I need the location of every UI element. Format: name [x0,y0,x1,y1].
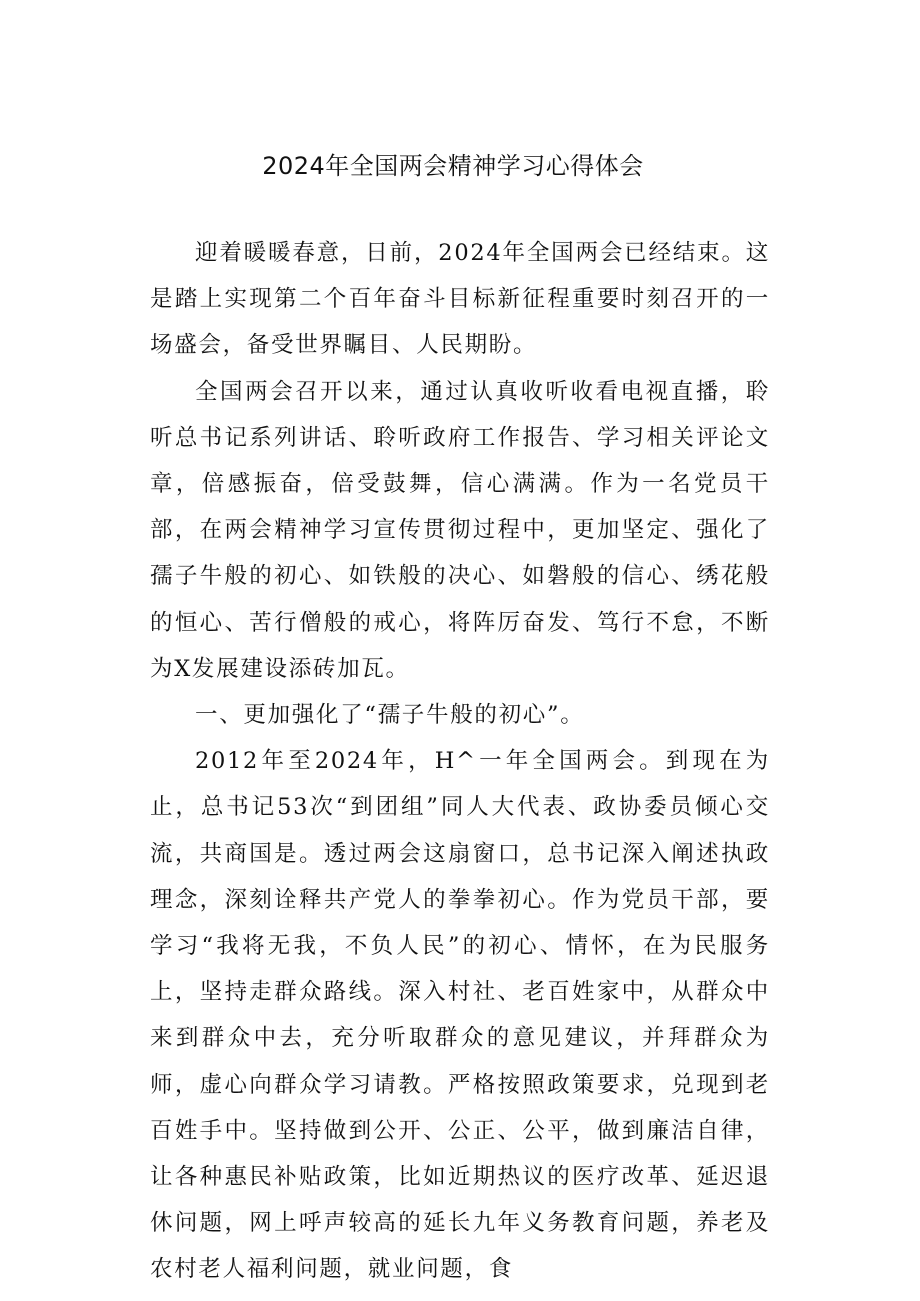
paragraph-section-1: 2012年至2024年，H^一年全国两会。到现在为止，总书记53次“到团组”同人大代表、政协委员倾心交流，共商国是。透过两会这扇窗口，总书记深入阐述执政理念，深刻诠释共产党人的拳拳初心。作为党员干部，要学习“我将无我，不负人民”的初心、情怀，在为民服务上，坚持走群众路线。深入村社、老百姓家中，从群众中来到群众中去，充分听取群众的意见建议，并拜群众为师，虚心向群众学习请教。严格按照政策要求，兑现到老百姓手中。坚持做到公开、公正、公平，做到廉洁自律，让各种惠民补贴政策，比如近期热议的医疗改革、延迟退休问题，网上呼声较高的延长九年义务教育问题，养老及农村老人福利问题，就业问题，食 [150,748,770,1283]
document-body [150,230,770,1293]
document-title: 2024年全国两会精神学习心得体会 [262,152,644,180]
section-heading-1: 一、更加强化了“孺子牛般的初心”。 [195,702,585,729]
paragraph-intro: 迎着暖暖春意，日前，2024年全国两会已经结束。这是踏上实现第二个百年奋斗目标新征程重要时刻召开的一场盛会，备受世界瞩目、人民期盼。 [150,240,770,359]
paragraph-overview: 全国两会召开以来，通过认真收听收看电视直播，聆听总书记系列讲话、聆听政府工作报告、学习相关评论文章，倍感振奋，倍受鼓舞，信心满满。作为一名党员干部，在两会精神学习宣传贯彻过程中，更加坚定、强化了孺子牛般的初心、如铁般的决心、如磐般的信心、绣花般的恒心、苦行僧般的戒心，将阵厉奋发、笃行不怠，不断为X发展建设添砖加瓦。 [150,378,770,682]
